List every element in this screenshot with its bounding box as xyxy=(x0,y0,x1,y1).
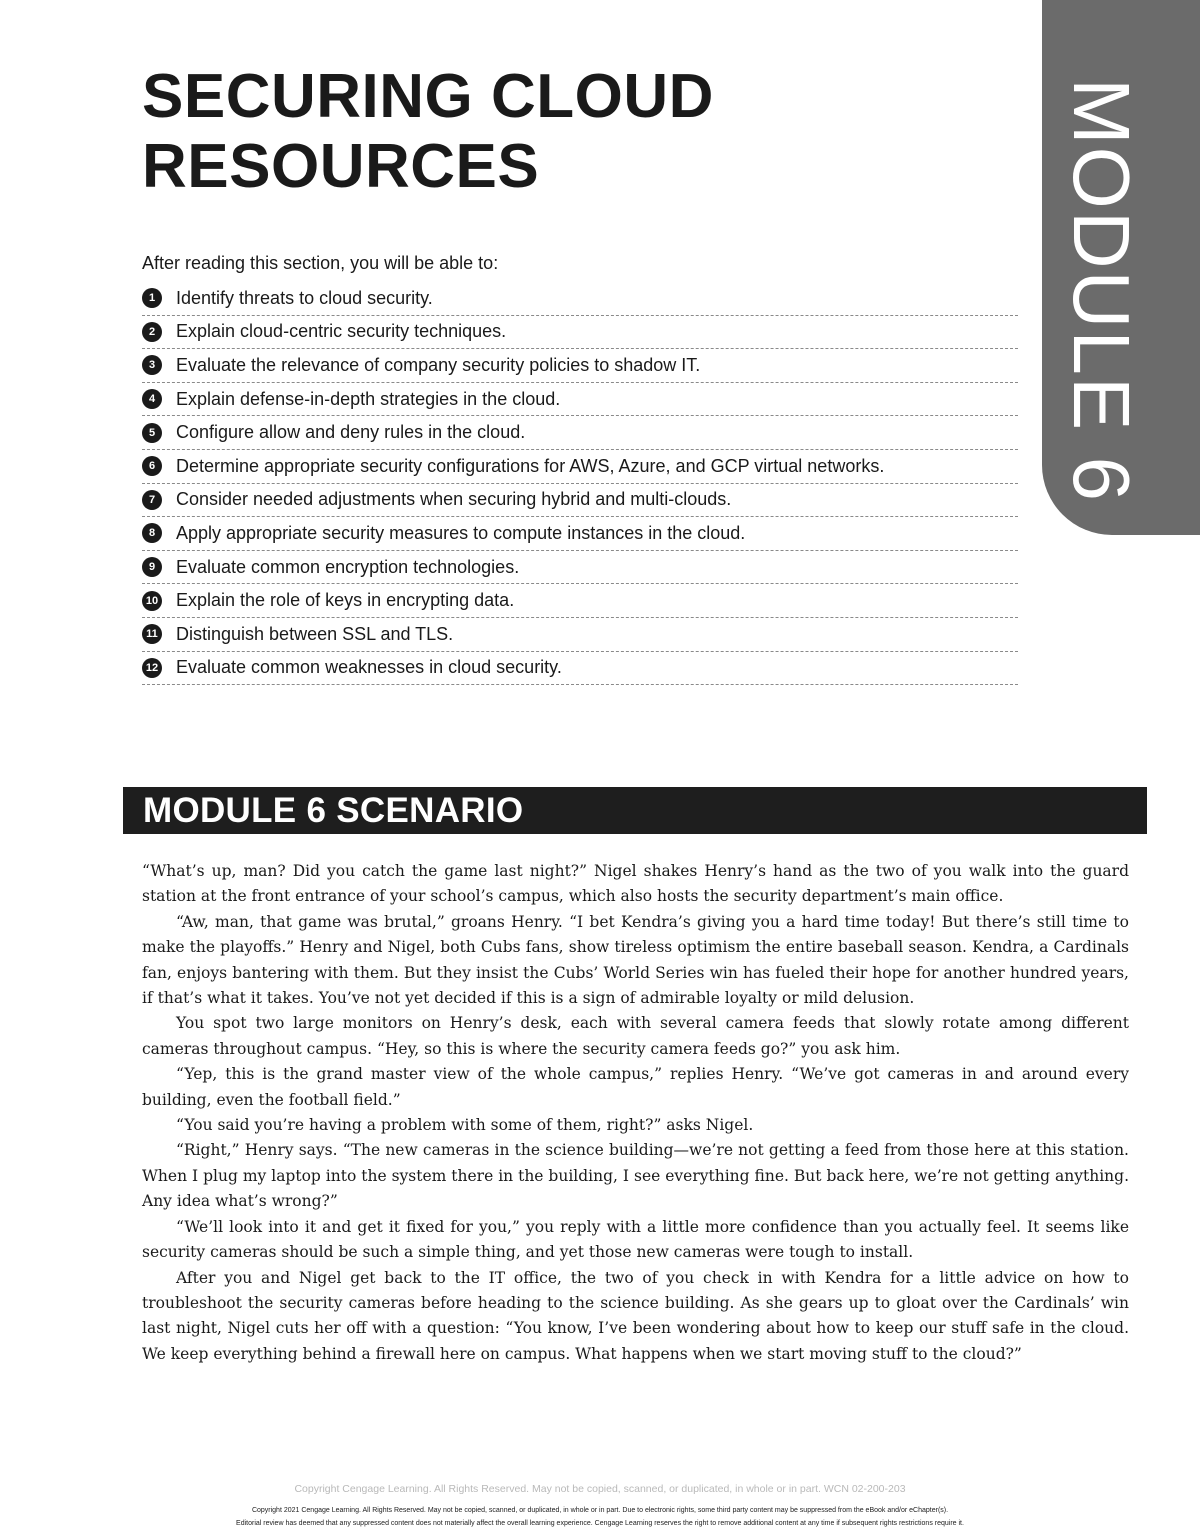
objectives-intro: After reading this section, you will be able to: xyxy=(142,253,499,273)
objective-item xyxy=(142,282,1018,316)
objective-number-badge: 12 xyxy=(142,658,162,678)
objective-item xyxy=(142,484,1018,518)
objective-item xyxy=(142,584,1018,618)
scenario-paragraph: “You said you’re having a problem with some of them, right?” asks Nigel. xyxy=(176,1116,754,1135)
objective-number-badge: 10 xyxy=(142,591,162,611)
objective-number-badge: 3 xyxy=(142,355,162,375)
page-title-line-2: RESOURCES xyxy=(142,132,540,201)
objectives-list xyxy=(142,282,1018,685)
objective-text: Consider needed adjustments when securing hybrid and multi-clouds. xyxy=(176,489,732,510)
objective-item xyxy=(142,652,1018,686)
scenario-paragraph: “Right,” Henry says. “The new cameras in the science building—we’re not getting a feed from those here at this station. When I plug my laptop into the system there in the building, I see everything fine. But back here, we’re not getting anything. Any idea what’s wrong?” xyxy=(142,1141,1129,1211)
scenario-heading: MODULE 6 SCENARIO xyxy=(143,791,524,830)
objective-number-badge: 6 xyxy=(142,456,162,476)
scenario-paragraph: “What’s up, man? Did you catch the game last night?” Nigel shakes Henry’s hand as the two of you walk into the guard station at the front entrance of your school’s campus, which also hosts the security department’s main office. xyxy=(142,862,1129,906)
module-tab-label: MODULE 6 xyxy=(1057,78,1146,503)
objective-item xyxy=(142,450,1018,484)
objective-text: Distinguish between SSL and TLS. xyxy=(176,623,454,644)
objective-text: Evaluate common weaknesses in cloud security. xyxy=(176,657,562,678)
objective-item xyxy=(142,316,1018,350)
scenario-heading-bar xyxy=(123,787,1147,834)
objective-text: Determine appropriate security configurations for AWS, Azure, and GCP virtual networks. xyxy=(176,455,885,476)
scenario-paragraph: You spot two large monitors on Henry’s desk, each with several camera feeds that slowly rotate among different cameras throughout campus. “Hey, so this is where the security camera feeds go?” you ask him. xyxy=(142,1014,1129,1058)
objective-number-badge: 2 xyxy=(142,322,162,342)
objective-item xyxy=(142,618,1018,652)
objective-text: Evaluate the relevance of company security policies to shadow IT. xyxy=(176,354,701,375)
scenario-paragraph: “Yep, this is the grand master view of the whole campus,” replies Henry. “We’ve got cameras in and around every building, even the football field.” xyxy=(142,1065,1129,1109)
objective-text: Evaluate common encryption technologies. xyxy=(176,556,520,577)
objective-item xyxy=(142,416,1018,450)
fine-print-line-1: Copyright 2021 Cengage Learning. All Rights Reserved. May not be copied, scanned, or duplicated, in whole or in part. Due to electronic rights, some third party content may be suppressed from the eBook and/or eChapter(s). xyxy=(251,1507,949,1514)
objective-number-badge: 11 xyxy=(142,624,162,644)
objective-item xyxy=(142,517,1018,551)
copyright-watermark: Copyright Cengage Learning. All Rights Reserved. May not be copied, scanned, or duplicated, in whole or in part. WCN 02-200-203 xyxy=(294,1483,906,1495)
scenario-paragraph: “Aw, man, that game was brutal,” groans Henry. “I bet Kendra’s giving you a hard time today! But there’s still time to make the playoffs.” Henry and Nigel, both Cubs fans, show tireless optimism the entire baseball season. Kendra, a Cardinals fan, enjoys bantering with them. But they insist the Cubs’ World Series win has fueled their hope for another hundred years, if that’s what it takes. You’ve not yet decided if this is a sign of admirable loyalty or mild delusion. xyxy=(142,912,1129,1008)
page-title-line-1: SECURING CLOUD xyxy=(142,62,714,131)
objective-text: Explain cloud-centric security techniques. xyxy=(176,321,507,342)
objective-number-badge: 7 xyxy=(142,490,162,510)
objective-text: Apply appropriate security measures to compute instances in the cloud. xyxy=(176,522,746,543)
objective-number-badge: 9 xyxy=(142,557,162,577)
scenario-paragraph: After you and Nigel get back to the IT office, the two of you check in with Kendra for a little advice on how to troubleshoot the security cameras before heading to the science building. As she gears up to gloat over the Cardinals’ win last night, Nigel cuts her off with a question: “You know, I’ve been wondering about how to keep our stuff safe in the cloud. We keep everything behind a firewall here on campus. What happens when we start moving stuff to the cloud?” xyxy=(142,1268,1129,1363)
page-title xyxy=(142,62,1002,202)
objective-item xyxy=(142,349,1018,383)
objective-number-badge: 8 xyxy=(142,523,162,543)
objective-item xyxy=(142,383,1018,417)
objective-text: Explain defense-in-depth strategies in the cloud. xyxy=(176,388,561,409)
scenario-paragraph: “We’ll look into it and get it fixed for you,” you reply with a little more confidence than you actually feel. It seems like security cameras should be such a simple thing, and yet those new cameras were tough to install. xyxy=(142,1217,1129,1262)
fine-print-line-2: Editorial review has deemed that any suppressed content does not materially affect the overall learning experience. Cengage Learning reserves the right to remove additional content at any time if subsequent rights restrictions require it. xyxy=(236,1520,964,1527)
objective-item xyxy=(142,551,1018,585)
objective-text: Identify threats to cloud security. xyxy=(176,287,433,308)
objective-number-badge: 4 xyxy=(142,389,162,409)
objective-number-badge: 1 xyxy=(142,288,162,308)
objective-number-badge: 5 xyxy=(142,423,162,443)
scenario-text xyxy=(142,859,1129,1367)
objective-text: Configure allow and deny rules in the cloud. xyxy=(176,422,526,443)
objective-text: Explain the role of keys in encrypting data. xyxy=(176,590,515,611)
